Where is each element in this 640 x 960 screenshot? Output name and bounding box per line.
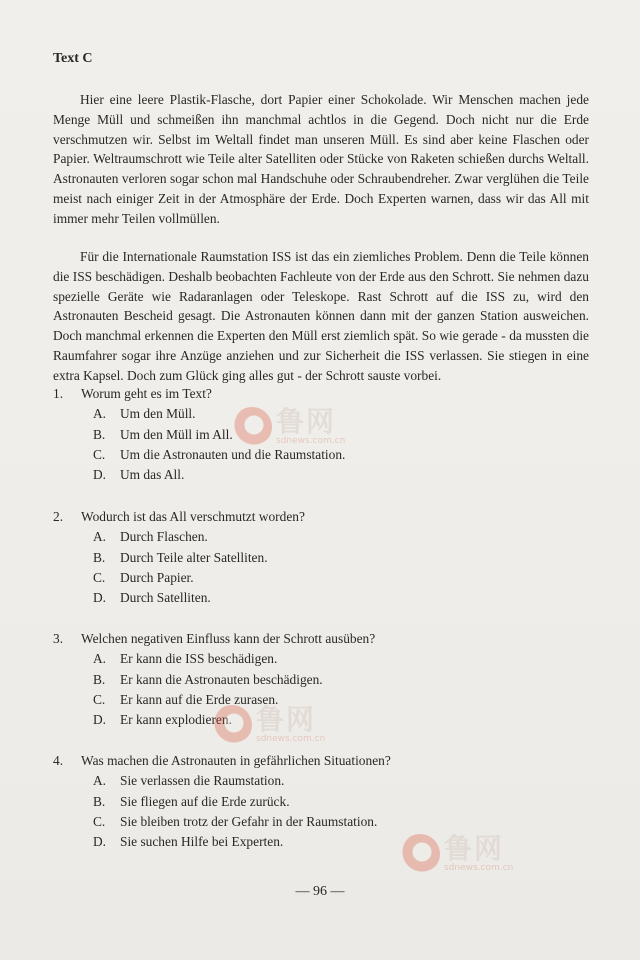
- watermark: [232, 407, 345, 447]
- option-a: [93, 527, 593, 547]
- option-letter: B.: [93, 671, 106, 687]
- watermark: [400, 834, 513, 874]
- option-c: [93, 812, 593, 832]
- question-text: Welchen negativen Einfluss kann der Schrott ausüben?: [81, 631, 376, 646]
- watermark: [212, 705, 325, 745]
- option-b: [93, 548, 593, 568]
- question-2: [53, 507, 593, 608]
- paragraph-2: Für die Internationale Raumstation ISS ist das ein ziemliches Problem. Denn die Teile können die ISS beschädigen. Deshalb beobachten Fachleute von der Erde aus den Schrott. Sie nehmen dazu spezielle Geräte wie Radaranlagen oder Teleskope. Rast Schrott auf die ISS zu, wird den Astronauten Bescheid gesagt. Die Astronauten können dann mit der ganzen Station ausweichen. Doch manchmal erkennen die Experten den Müll erst ziemlich spät. So wie gerade - da mussten die Raumfahrer sogar ihre Anzüge anziehen und zur Sicherheit die ISS verlassen. Sie stiegen in eine extra Kapsel. Doch zum Glück ging alles gut - der Schrott sauste vorbei.: [53, 249, 589, 383]
- option-text: Um das All.: [120, 467, 185, 483]
- question-number: 2.: [53, 509, 64, 524]
- option-letter: A.: [93, 773, 107, 789]
- option-letter: D.: [93, 590, 107, 606]
- option-letter: A.: [93, 406, 107, 422]
- question-text: Worum geht es im Text?: [81, 386, 212, 401]
- option-text: Durch Satelliten.: [120, 590, 211, 606]
- option-c: [93, 568, 593, 588]
- question-stem: [53, 507, 593, 527]
- option-c: [93, 445, 593, 465]
- option-text: Sie verlassen die Raumstation.: [120, 773, 285, 789]
- section-title: Text C: [53, 51, 93, 66]
- option-b: [93, 670, 593, 690]
- option-b: [93, 792, 593, 812]
- option-letter: D.: [93, 834, 107, 850]
- option-text: Er kann die Astronauten beschädigen.: [120, 671, 323, 687]
- option-list: [53, 527, 593, 608]
- watermark-brand: 鲁网: [444, 832, 505, 865]
- option-letter: C.: [93, 691, 106, 707]
- option-text: Er kann auf die Erde zurasen.: [120, 691, 279, 707]
- question-number: 1.: [53, 386, 64, 401]
- option-letter: B.: [93, 549, 106, 565]
- option-text: Durch Teile alter Satelliten.: [120, 549, 268, 565]
- option-letter: D.: [93, 712, 107, 728]
- option-c: [93, 690, 593, 710]
- option-d: [93, 832, 593, 852]
- option-letter: C.: [93, 813, 106, 829]
- watermark-logo-icon: [400, 834, 440, 874]
- watermark-brand: 鲁网: [276, 405, 337, 438]
- question-number: 4.: [53, 753, 64, 768]
- option-letter: B.: [93, 426, 106, 442]
- option-text: Um den Müll im All.: [120, 426, 233, 442]
- watermark-logo-icon: [232, 407, 272, 447]
- option-text: Er kann die ISS beschädigen.: [120, 651, 278, 667]
- option-letter: A.: [93, 651, 107, 667]
- question-number: 3.: [53, 631, 64, 646]
- question-text: Was machen die Astronauten in gefährlichen Situationen?: [81, 753, 391, 768]
- option-letter: D.: [93, 467, 107, 483]
- option-letter: B.: [93, 793, 106, 809]
- option-text: Um die Astronauten und die Raumstation.: [120, 446, 346, 462]
- option-letter: A.: [93, 529, 107, 545]
- option-a: [93, 649, 593, 669]
- paragraph-1: Hier eine leere Plastik-Flasche, dort Papier einer Schokolade. Wir Menschen machen jede Menge Müll und schmeißen ihn manchmal achtlos in die Gegend. Doch nicht nur die Erde verschmutzen wir. Selbst im Weltall findet man unseren Müll. Es sind aber keine Flaschen oder Papier. Weltraumschrott wie Teile alter Satelliten oder Stücke von Raketen schießen durchs Weltall. Astronauten verloren sogar schon mal Handschuhe oder Schraubendreher. Zwar verglühen die Teile meist nach einiger Zeit in der Atmosphäre der Erde. Doch Experten warnen, dass wir das All mit immer mehr Teilen vollmüllen.: [53, 92, 589, 226]
- page-number: — 96 —: [295, 884, 345, 899]
- option-letter: C.: [93, 569, 106, 585]
- option-a: [93, 771, 593, 791]
- option-text: Sie suchen Hilfe bei Experten.: [120, 834, 284, 850]
- option-letter: C.: [93, 446, 106, 462]
- option-d: [93, 710, 593, 730]
- option-text: Durch Flaschen.: [120, 529, 208, 545]
- watermark-site: sdnews.com.cn: [444, 863, 514, 873]
- option-text: Sie bleiben trotz der Gefahr in der Raumstation.: [120, 813, 378, 829]
- option-text: Um den Müll.: [120, 406, 196, 422]
- option-text: Sie fliegen auf die Erde zurück.: [120, 793, 290, 809]
- option-d: [93, 588, 593, 608]
- question-stem: [53, 629, 593, 649]
- watermark-site: sdnews.com.cn: [256, 734, 326, 744]
- watermark-logo-icon: [212, 705, 252, 745]
- question-stem: [53, 384, 593, 404]
- watermark-site: sdnews.com.cn: [276, 436, 346, 446]
- option-text: Durch Papier.: [120, 569, 194, 585]
- option-d: [93, 465, 593, 485]
- watermark-brand: 鲁网: [256, 703, 317, 736]
- option-text: Er kann explodieren.: [120, 712, 232, 728]
- question-stem: [53, 751, 593, 771]
- question-text: Wodurch ist das All verschmutzt worden?: [81, 509, 305, 524]
